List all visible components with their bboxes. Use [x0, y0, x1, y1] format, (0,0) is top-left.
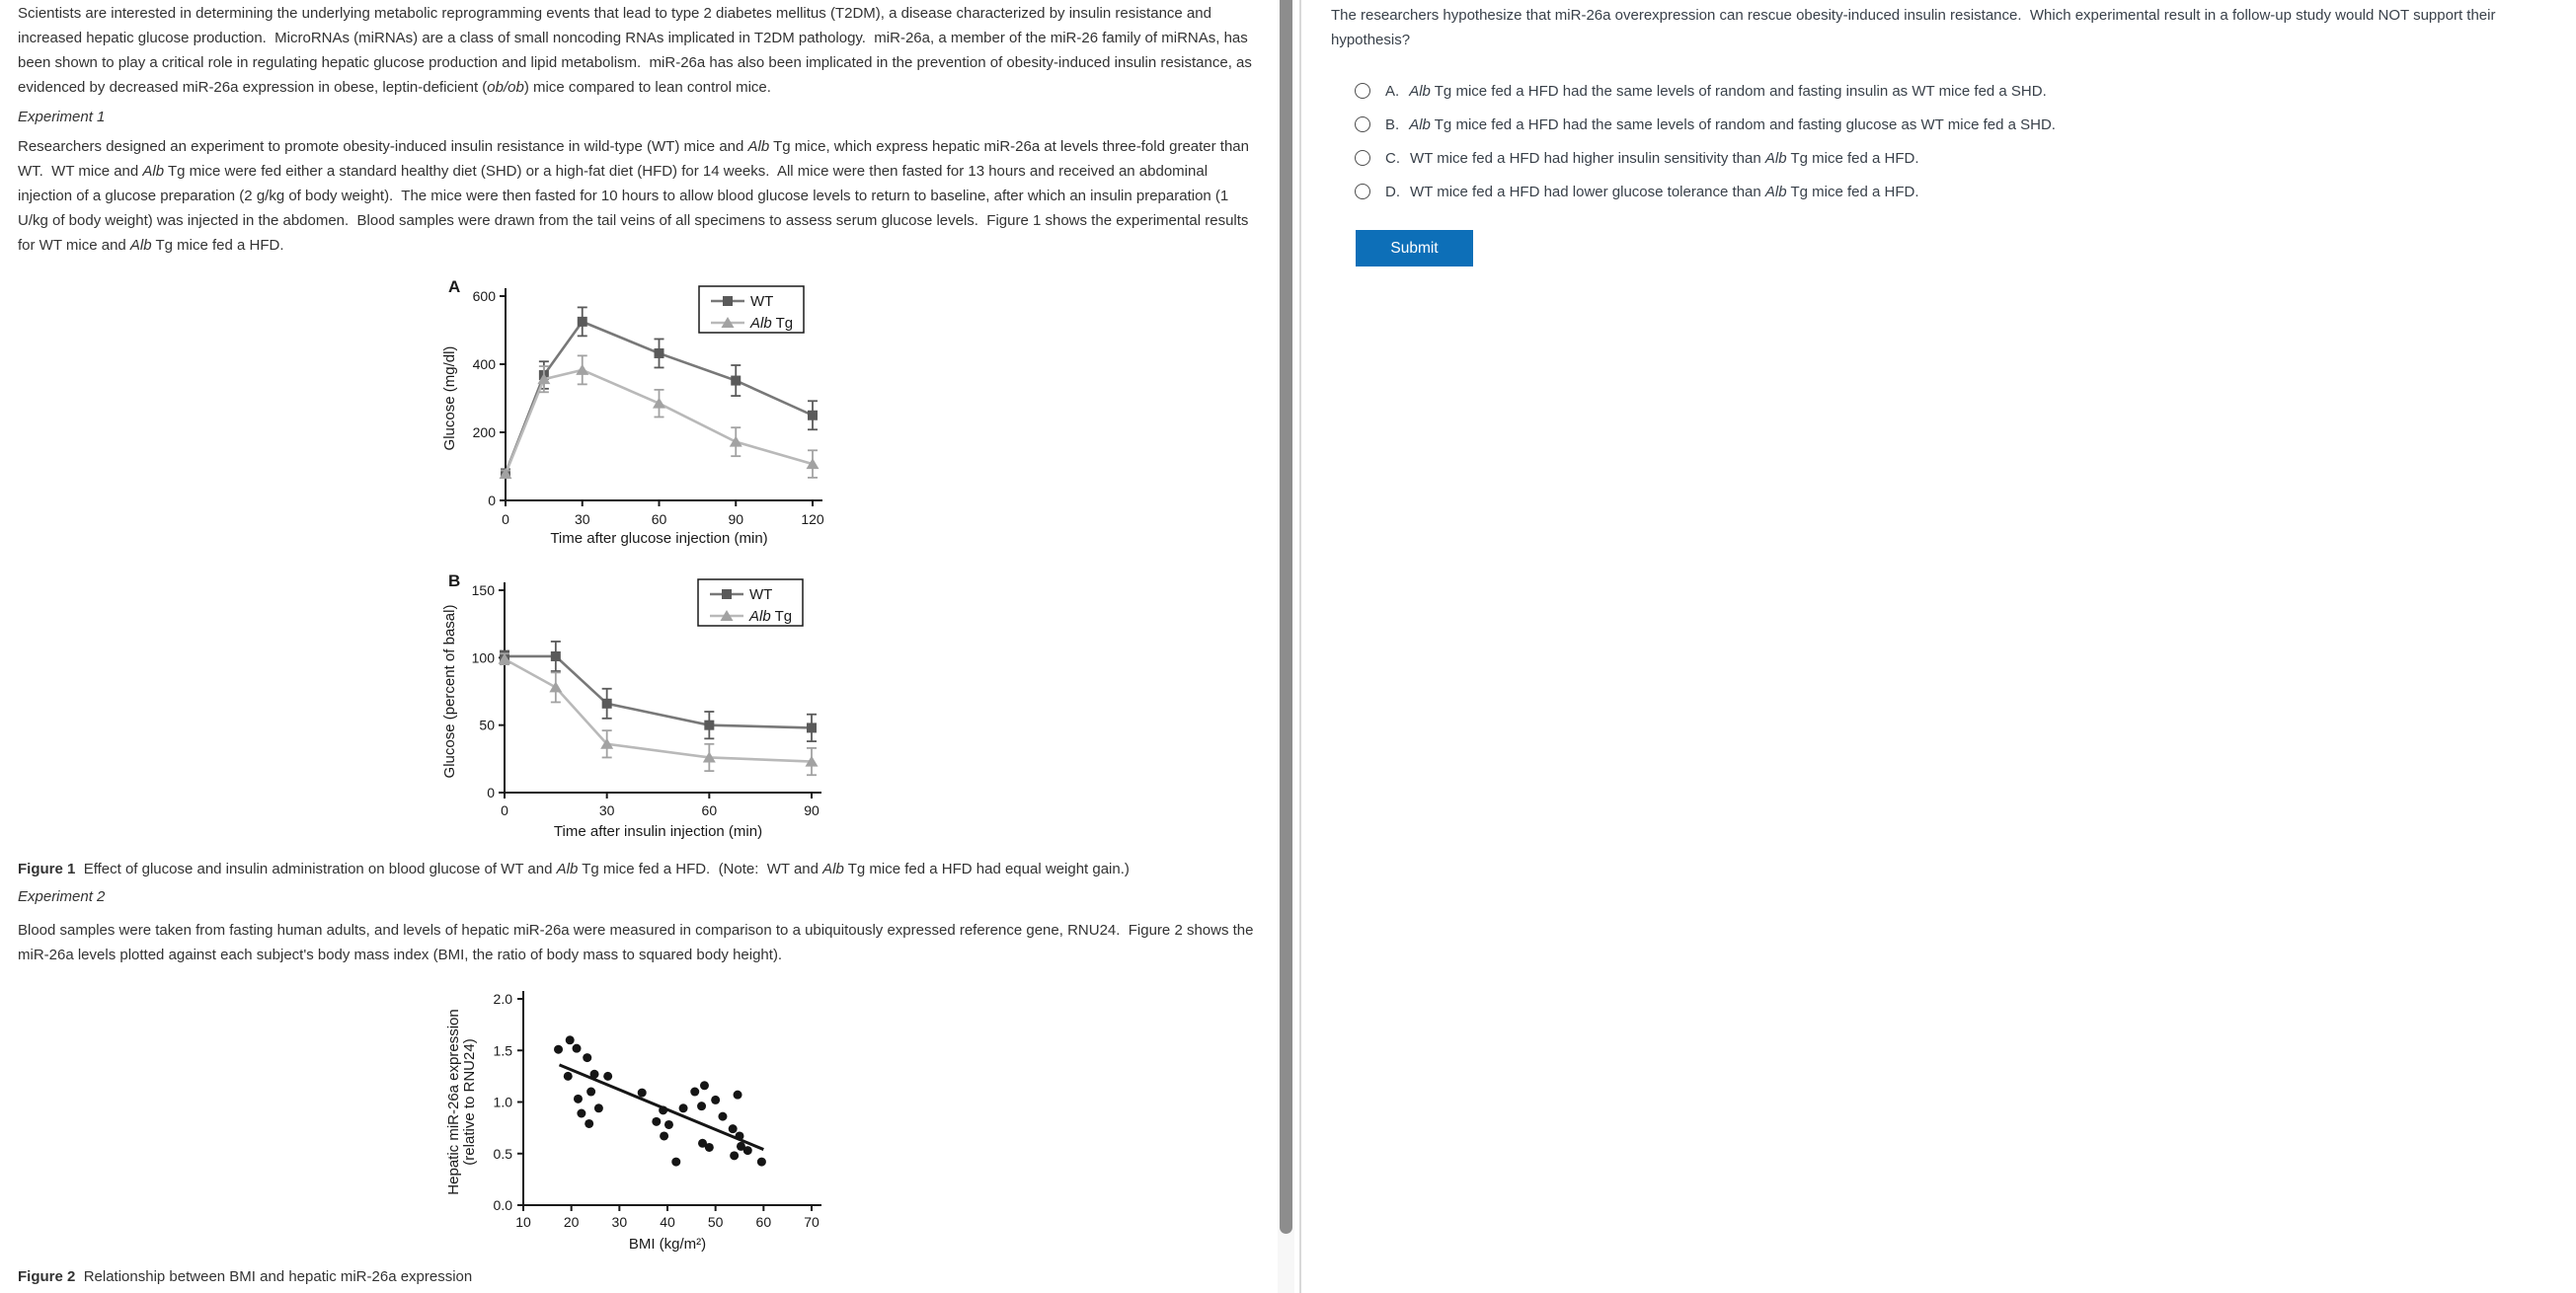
svg-text:A: A [448, 278, 461, 296]
passage-pane [0, 0, 1278, 1293]
radio-button-d[interactable] [1355, 184, 1370, 199]
answer-option-b[interactable] [1331, 108, 2566, 141]
figure-2-bmi-scatter-chart [425, 988, 864, 1259]
svg-text:(relative to RNU24): (relative to RNU24) [461, 1038, 478, 1166]
option-letter-b: B. [1385, 115, 1400, 133]
option-letter-c: C. [1385, 149, 1400, 167]
svg-text:70: 70 [804, 1214, 820, 1230]
figure-2-caption: Figure 2 Relationship between BMI and hepatic miR-26a expression [18, 1268, 473, 1285]
experiment-2-heading: Experiment 2 [18, 888, 106, 905]
svg-text:150: 150 [471, 582, 495, 598]
radio-button-a[interactable] [1355, 83, 1370, 99]
svg-text:120: 120 [801, 511, 824, 527]
svg-text:1.5: 1.5 [493, 1042, 512, 1059]
svg-text:50: 50 [479, 717, 495, 733]
svg-text:2.0: 2.0 [493, 991, 512, 1007]
scrollbar-thumb[interactable] [1280, 0, 1292, 1234]
svg-text:400: 400 [472, 356, 496, 372]
svg-text:60: 60 [755, 1214, 772, 1230]
svg-text:Hepatic miR-26a expression: Hepatic miR-26a expression [445, 1009, 462, 1195]
answer-option-a[interactable] [1331, 74, 2566, 108]
svg-text:BMI (kg/m²): BMI (kg/m²) [628, 1236, 707, 1253]
svg-text:40: 40 [660, 1214, 675, 1230]
svg-text:0: 0 [501, 802, 508, 818]
svg-text:Glucose (mg/dl): Glucose (mg/dl) [441, 345, 458, 451]
svg-text:B: B [448, 571, 461, 590]
svg-text:50: 50 [707, 1214, 724, 1230]
svg-text:20: 20 [563, 1214, 580, 1230]
figure-1b-insulin-response-chart [425, 556, 849, 847]
svg-text:100: 100 [471, 649, 495, 666]
svg-text:30: 30 [611, 1214, 628, 1230]
svg-text:WT: WT [750, 293, 774, 310]
svg-text:90: 90 [804, 802, 820, 818]
svg-text:60: 60 [701, 802, 718, 818]
passage-paragraph-2: Researchers designed an experiment to promote obesity-induced insulin resistance in wild-type (WT) mice and Alb Tg mice, which express hepatic miR-26a at levels three-fold greater than WT. WT mice and Alb Tg mice were fed either a standard healthy diet (SHD) or a high-fat diet (HFD) for 14 weeks. All mice were then fasted for 13 hours and received an abdominal injection of a glucose preparation (2 g/kg of body weight). The mice were then fasted for 10 hours to allow blood glucose levels to return to baseline, after which an insulin preparation (1 U/kg of body weight) was injected in the abdomen. Blood samples were drawn from the tail veins of all specimens to assess serum glucose levels. Figure 1 shows the experimental results for WT mice and Alb Tg mice fed a HFD. [18, 138, 1254, 254]
question-pane [1301, 0, 2576, 1293]
answer-option-c[interactable] [1331, 141, 2566, 175]
option-letter-a: A. [1385, 82, 1400, 100]
svg-text:90: 90 [728, 511, 744, 527]
svg-text:Time after insulin injection (: Time after insulin injection (min) [553, 823, 763, 840]
option-letter-d: D. [1385, 183, 1400, 200]
option-text-a: Alb Tg mice fed a HFD had the same levels of random and fasting insulin as WT mice fed a SHD. [1409, 82, 2047, 100]
svg-text:10: 10 [515, 1214, 531, 1230]
option-text-c: WT mice fed a HFD had higher insulin sensitivity than Alb Tg mice fed a HFD. [1410, 149, 1919, 167]
option-text-d: WT mice fed a HFD had lower glucose tolerance than Alb Tg mice fed a HFD. [1410, 183, 1919, 200]
svg-text:600: 600 [472, 288, 496, 304]
radio-button-b[interactable] [1355, 116, 1370, 132]
svg-text:WT: WT [749, 586, 773, 603]
svg-text:Alb Tg: Alb Tg [749, 608, 793, 625]
svg-text:0: 0 [488, 493, 496, 508]
svg-text:200: 200 [472, 424, 496, 440]
svg-text:Glucose (percent of basal): Glucose (percent of basal) [441, 604, 458, 779]
answer-option-d[interactable] [1331, 175, 2566, 208]
option-text-b: Alb Tg mice fed a HFD had the same levels of random and fasting glucose as WT mice fed a SHD. [1409, 115, 2056, 133]
svg-text:Alb Tg: Alb Tg [750, 315, 794, 332]
svg-text:0.5: 0.5 [493, 1145, 512, 1162]
figure-1-panel-a [425, 278, 1260, 550]
svg-text:Time after glucose injection (: Time after glucose injection (min) [550, 530, 768, 547]
experiment-1-heading: Experiment 1 [18, 109, 106, 125]
submit-button[interactable]: Submit [1356, 230, 1473, 266]
passage-paragraph-1: Scientists are interested in determining the underlying metabolic reprogramming events that lead to type 2 diabetes mellitus (T2DM), a disease characterized by insulin resistance and increased hepatic glucose production. MicroRNAs (miRNAs) are a class of small noncoding RNAs implicated in T2DM pathology. miR-26a, a member of the miR-26 family of miRNAs, has been shown to play a critical role in regulating hepatic glucose production and lipid metabolism. miR-26a has also been implicated in the prevention of obesity-induced insulin resistance, as evidenced by decreased miR-26a expression in obese, leptin-deficient (ob/ob) mice compared to lean control mice. [18, 5, 1257, 96]
svg-text:1.0: 1.0 [493, 1094, 512, 1110]
svg-text:0: 0 [487, 785, 495, 800]
svg-text:30: 30 [598, 802, 615, 818]
answer-options [1331, 74, 2566, 208]
svg-text:0.0: 0.0 [493, 1197, 512, 1213]
radio-button-c[interactable] [1355, 150, 1370, 166]
passage-paragraph-3: Blood samples were taken from fasting human adults, and levels of hepatic miR-26a were measured in comparison to a ubiquitously expressed reference gene, RNU24. Figure 2 shows the miR-26a levels plotted against each subject's body mass index (BMI, the ratio of body mass to squared body height). [18, 922, 1258, 963]
question-text: The researchers hypothesize that miR-26a overexpression can rescue obesity-induced insulin resistance. Which experimental result in a follow-up study would NOT support their hypothesis? [1331, 7, 2500, 48]
figure-2-scatter [425, 988, 1260, 1259]
svg-text:60: 60 [651, 511, 667, 527]
figure-1a-glucose-tolerance-chart [425, 278, 849, 550]
passage-scrollbar[interactable] [1278, 0, 1294, 1293]
figure-1-caption: Figure 1 Effect of glucose and insulin administration on blood glucose of WT and Alb Tg mice fed a HFD. (Note: WT and Alb Tg mice fed a HFD had equal weight gain.) [18, 861, 1130, 877]
figure-1-panel-b [425, 556, 1260, 847]
svg-text:30: 30 [574, 511, 590, 527]
svg-text:0: 0 [502, 511, 509, 527]
